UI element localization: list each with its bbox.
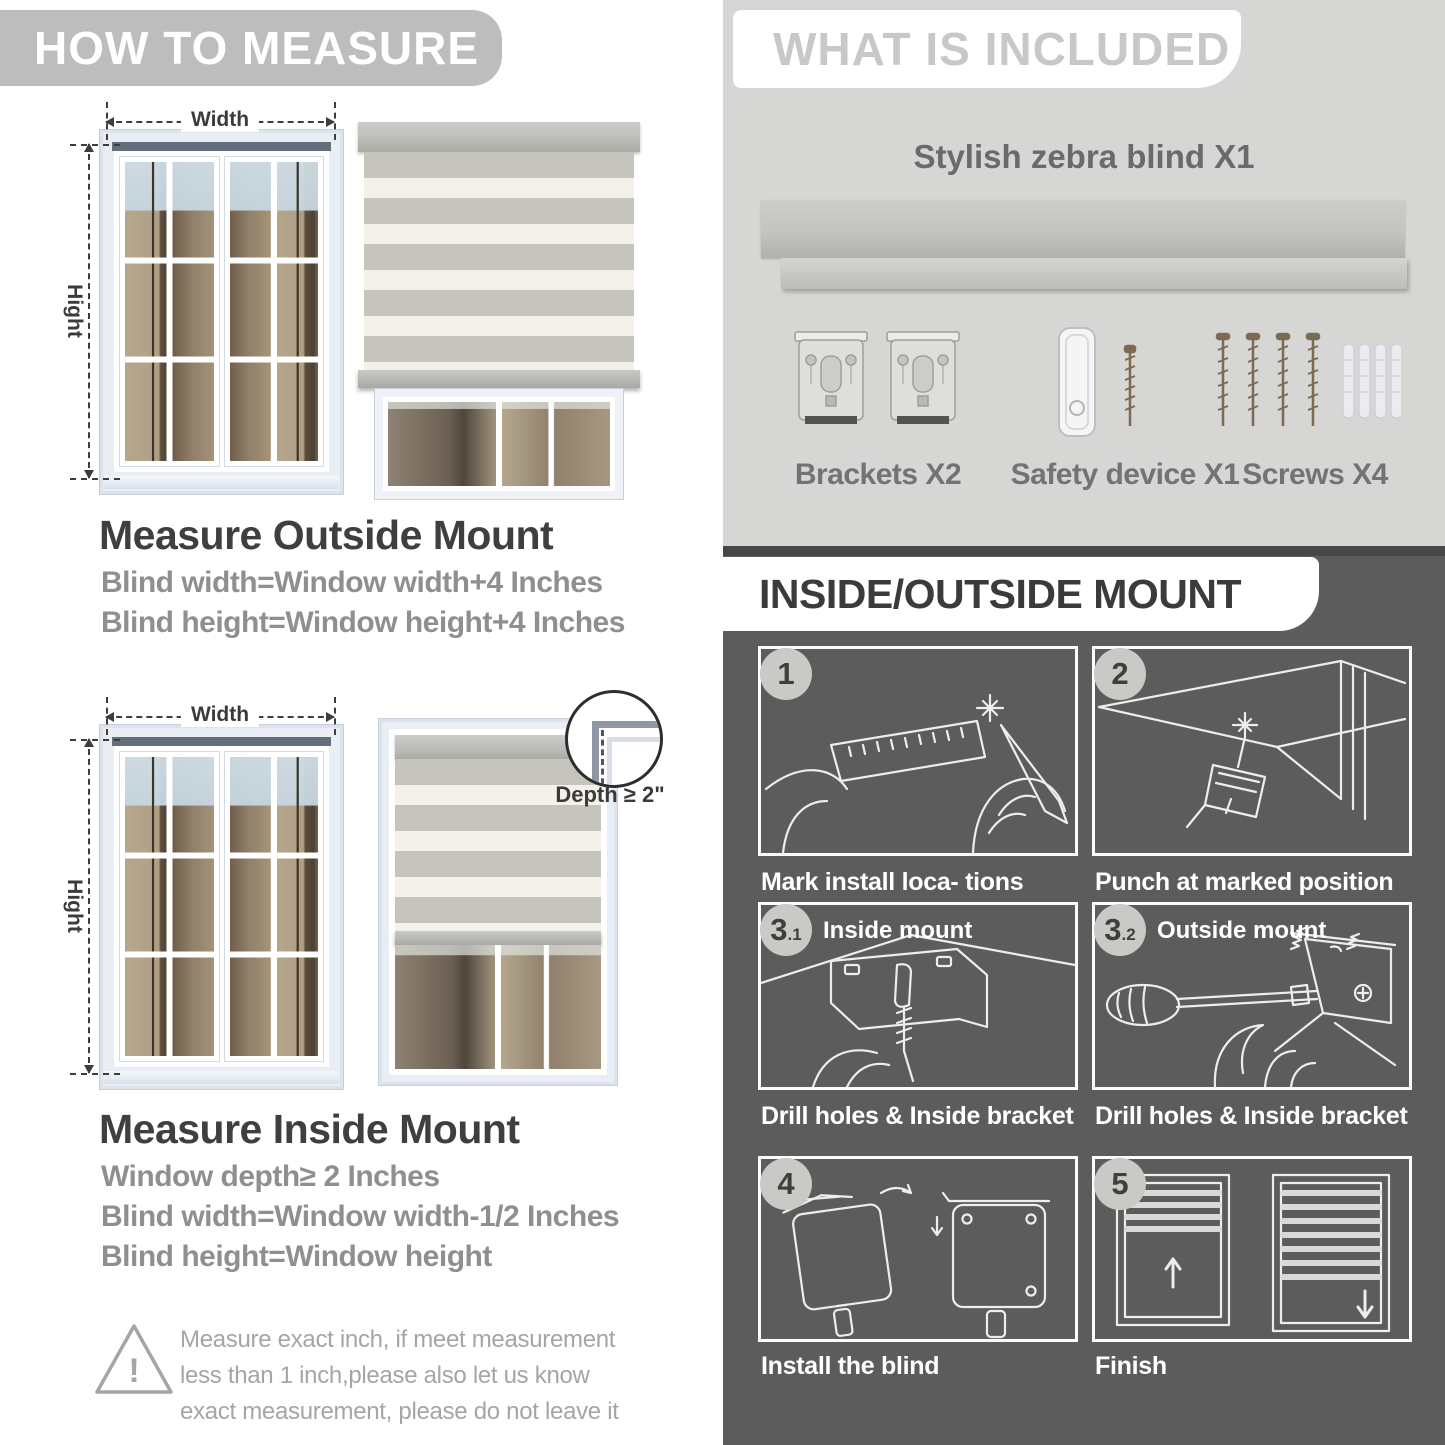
panel-divider xyxy=(723,546,1445,556)
blind-bottom-rail xyxy=(395,931,601,945)
window-glass-photo xyxy=(230,757,319,1056)
step-3-2-panel xyxy=(1092,902,1412,1090)
step-badge: 3 .1 xyxy=(760,904,812,956)
street-photo xyxy=(395,945,601,1069)
inside-mount-line-3: Blind height=Window height xyxy=(101,1240,492,1273)
step-3-1-title: Inside mount xyxy=(823,917,973,944)
width-arrow xyxy=(106,703,334,726)
step-badge: 3 .2 xyxy=(1094,904,1146,956)
window-doors xyxy=(114,151,329,472)
screws-label: Screws X4 xyxy=(1242,458,1388,491)
warning-triangle-icon xyxy=(92,1318,176,1402)
step-1-caption: Mark install loca- tions xyxy=(761,868,1024,896)
screws-icon xyxy=(1215,330,1401,440)
outside-mount-line-1: Blind width=Window width+4 Inches xyxy=(101,566,603,599)
zebra-blind-headrail-image xyxy=(761,200,1405,258)
width-label: Width xyxy=(181,108,259,132)
window-top-rail xyxy=(112,142,331,151)
depth-detail-magnifier xyxy=(565,690,663,788)
height-guide-bottom xyxy=(70,478,120,480)
safety-device-icon xyxy=(1041,324,1161,442)
step-1-panel xyxy=(758,646,1078,856)
street-photo xyxy=(388,402,610,486)
height-guide-top xyxy=(70,739,120,741)
how-to-measure-banner: HOW TO MEASURE xyxy=(0,10,502,86)
inside-mount-line-2: Blind width=Window width-1/2 Inches xyxy=(101,1200,620,1233)
product-label: Stylish zebra blind X1 xyxy=(913,138,1255,175)
step-3-2-title: Outside mount xyxy=(1157,917,1327,944)
warning-text: Measure exact inch, if meet measurement less than 1 inch,please also let us know exact measurement, please do not leave it xyxy=(180,1326,619,1425)
window-sill xyxy=(104,1071,339,1084)
height-arrow xyxy=(63,144,90,478)
height-guide-bottom xyxy=(70,1073,120,1075)
step-3-2-caption: Drill holes & Inside bracket xyxy=(1095,1102,1408,1130)
outside-mount-window-image xyxy=(99,129,344,495)
inside-outside-mount-banner: INSIDE/OUTSIDE MOUNT xyxy=(723,557,1319,631)
step-4-panel xyxy=(758,1156,1078,1342)
height-label: Hight xyxy=(62,276,86,346)
outside-mount-heading: Measure Outside Mount xyxy=(99,512,554,558)
window-doors xyxy=(114,746,329,1067)
brackets-label: Brackets X2 xyxy=(794,458,962,491)
width-guide-right xyxy=(334,102,336,140)
step-badge: 1 xyxy=(760,648,812,700)
window-top-rail xyxy=(112,737,331,746)
mount-instructions-panel xyxy=(723,546,1445,1445)
height-guide-top xyxy=(70,144,120,146)
what-is-included-banner: WHAT IS INCLUDED xyxy=(733,10,1241,88)
what-is-included-panel xyxy=(723,0,1445,546)
zebra-stripes xyxy=(364,152,634,370)
safety-device-label: Safety device X1 xyxy=(1010,458,1240,491)
inside-mount-heading: Measure Inside Mount xyxy=(99,1106,520,1152)
outside-mount-line-2: Blind height=Window height+4 Inches xyxy=(101,606,625,639)
step-5-panel xyxy=(1092,1156,1412,1342)
step-badge: 2 xyxy=(1094,648,1146,700)
window-glass-photo xyxy=(230,162,319,461)
window-below-blind xyxy=(374,388,624,500)
width-guide-right xyxy=(334,697,336,735)
svg-text:!: ! xyxy=(128,1352,140,1390)
inside-mount-line-1: Window depth≥ 2 Inches xyxy=(101,1160,440,1193)
blind-bottom-rail xyxy=(358,370,640,388)
step-5-caption: Finish xyxy=(1095,1352,1167,1380)
step-4-caption: Install the blind xyxy=(761,1352,940,1380)
outside-mount-blind-image xyxy=(358,122,640,500)
zebra-blind-headrail-lower xyxy=(781,258,1407,289)
window-glass-photo xyxy=(125,162,214,461)
inside-mount-window-image xyxy=(99,724,344,1090)
height-arrow xyxy=(63,739,90,1073)
blind-cassette xyxy=(358,122,640,152)
step-badge: 4 xyxy=(760,1158,812,1210)
width-guide-left xyxy=(106,102,108,140)
step-3-1-panel xyxy=(758,902,1078,1090)
width-guide-left xyxy=(106,697,108,735)
height-label: Hight xyxy=(62,871,86,941)
width-label: Width xyxy=(181,703,259,727)
brackets-icon xyxy=(793,330,963,436)
step-2-panel xyxy=(1092,646,1412,856)
step-3-1-caption: Drill holes & Inside bracket xyxy=(761,1102,1074,1130)
step-badge: 5 xyxy=(1094,1158,1146,1210)
window-sill xyxy=(104,476,339,489)
window-glass-photo xyxy=(125,757,214,1056)
width-arrow xyxy=(106,108,334,131)
step-2-caption: Punch at marked position xyxy=(1095,868,1394,896)
depth-label: Depth ≥ 2" xyxy=(555,782,665,807)
